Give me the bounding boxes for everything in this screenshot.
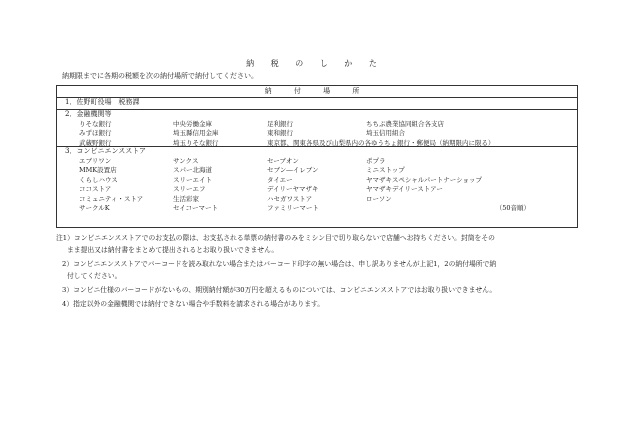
sort-order-note: （50音順） [495,204,530,212]
list-item: サンクス [173,156,199,165]
list-item: 埼玉信用組合 [366,129,405,137]
list-item: MMK設置店 [79,166,117,174]
list-item: ヤマザキスペシャルパートナーショップ [366,175,483,184]
table-header: 納 付 場 所 [57,86,577,98]
list-item: ポプラ [366,156,386,165]
list-item: 埼玉縣信用金庫 [173,129,219,137]
list-item: 東京都、関東各県及び山梨県内の各ゆうちょ銀行・郵便局（納期限内に限る） [267,138,495,147]
store-list [57,157,577,214]
list-item: ミニストップ [366,166,405,174]
section-title: 2．金融機関等 [65,110,112,118]
list-item: 埼玉りそな銀行 [173,138,219,147]
note-1: 注1）コンビニエンスストアでのお支払の際は、お支払される単票の納付書のみをミシン目で切り取らないで店舗へお持ちください。封筒をその [56,234,495,242]
list-item: ローソン [366,194,392,203]
list-item: ちちぶ農業協同組合各支店 [366,119,444,128]
list-item: りそな銀行 [79,119,112,128]
section-convenience-stores [57,147,577,214]
list-item: セブン―イレブン [267,166,319,174]
list-item: エブリワン [79,156,112,165]
section-town-office [57,98,577,110]
list-item: スリーエイト [173,175,212,184]
list-item: スリーエフ [173,185,206,193]
list-item: みずほ銀行 [79,129,112,137]
list-item: 生活彩家 [173,194,199,203]
list-item: コミュニティ・ストア [79,194,144,203]
list-item: くらしハウス [79,175,118,184]
list-item: ココストア [79,185,112,193]
list-item: 足利銀行 [267,119,293,128]
list-item: 武蔵野銀行 [79,138,112,147]
note-1-cont: まま提出又は納付書をまとめて提出されるとお取り扱いできません。 [67,246,279,254]
list-item: セーブオン [267,156,299,165]
payment-places-table [56,85,578,228]
list-item: ヤマザキデイリーストアー [366,185,443,193]
bank-list [57,120,577,149]
note-2-cont: 付してください。 [67,272,122,280]
list-item: ハセガワストア [267,194,313,203]
intro-text: 納期限までに各期の税額を次の納付場所で納付してください。 [62,72,258,80]
list-item: サークルK [79,204,110,212]
list-item: タイエー [267,175,293,184]
list-item: デイリーヤマザキ [267,185,319,193]
section-financial-institutions [57,110,577,147]
note-2: 2）コンビニエンスストアでバーコードを読み取れない場合またはバーコード印字の無い場合は、申し訳ありませんが上記1，2の納付場所で納 [62,260,497,268]
document-title: 納 税 の し か た [246,59,384,68]
list-item: 中央労働金庫 [173,119,212,128]
list-item: ファミリーマート [267,204,319,212]
list-item: セイコーマート [173,204,219,212]
note-4: 4）指定以外の金融機関では納付できない場合や手数料を請求される場合があります。 [62,300,325,308]
section-title: 1．佐野町役場 税務課 [65,98,140,106]
note-3: 3）コンビニ仕様のバーコードがないもの、期別納付額が30万円を超えるものについては、コンビニエンスストアではお取り扱いできません。 [62,286,497,294]
section-title: 3．コンビニエンスストア [65,147,147,155]
list-item: 東和銀行 [267,129,293,137]
list-item: スパー北海道 [173,166,212,174]
